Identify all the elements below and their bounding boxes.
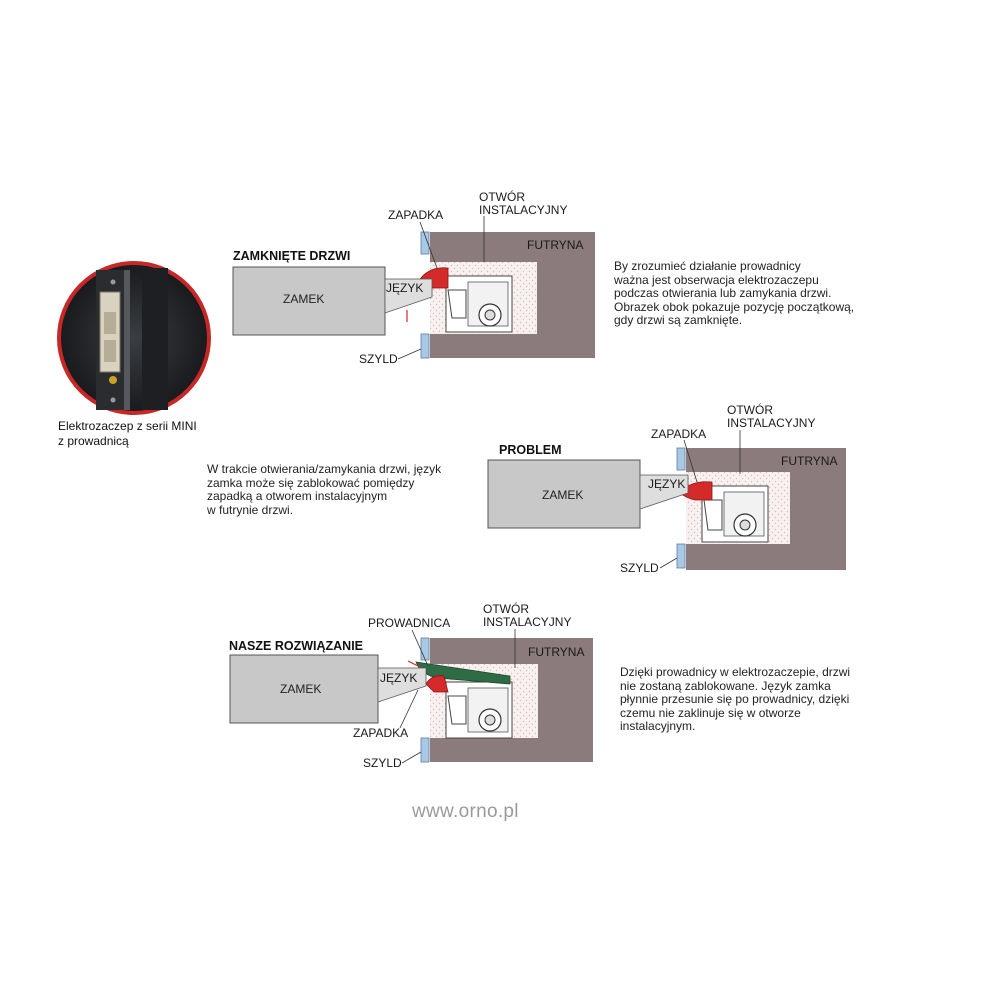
hole-label-1: OTWÓR xyxy=(727,403,773,417)
frame-label: FUTRYNA xyxy=(527,238,584,252)
strike-mechanism xyxy=(446,276,512,332)
frame-label: FUTRYNA xyxy=(528,645,585,659)
hole-label-1: OTWÓR xyxy=(479,190,525,204)
panel-title: PROBLEM xyxy=(499,443,562,457)
strike-plate-lower xyxy=(421,738,429,762)
product-photo xyxy=(59,263,209,413)
description-closed-door: By zrozumieć działanie prowadnicy ważna jest obserwacja elektrozaczepu podczas otwierania lub zamykania drzwi. Obrazek obok pokazuje pozycję początkową, gdy drzwi są zamknięte. xyxy=(614,259,855,327)
footer-url[interactable]: www.orno.pl xyxy=(412,801,519,822)
bolt-label: JĘZYK xyxy=(380,671,418,685)
panel-title: ZAMKNIĘTE DRZWI xyxy=(233,249,351,263)
panel-title: NASZE ROZWIĄZANIE xyxy=(229,639,364,653)
strike-mechanism xyxy=(446,682,512,738)
lock-label: ZAMEK xyxy=(280,682,322,696)
latch-label: ZAPADKA xyxy=(651,427,707,441)
description-solution: Dzięki prowadnicy w elektrozaczepie, drzwi nie zostaną zablokowane. Język zamka płynnie przesunie się po prowadnicy, dzięki czemu nie zaklinuje się w otworze instalacyjnym. xyxy=(620,665,851,733)
hole-label-2: INSTALACYJNY xyxy=(727,416,816,430)
description-problem: W trakcie otwierania/zamykania drzwi, język zamka może się zablokować pomiędzy zapadką a otworem instalacyjnym w futrynie drzwi. xyxy=(207,462,442,517)
plate-label: SZYLD xyxy=(359,352,398,366)
panel-closed-door xyxy=(233,189,595,366)
guide-label: PROWADNICA xyxy=(368,616,451,630)
bolt-label: JĘZYK xyxy=(648,477,686,491)
lock-label: ZAMEK xyxy=(283,292,325,306)
hole-label-2: INSTALACYJNY xyxy=(479,203,568,217)
bolt-label: JĘZYK xyxy=(386,281,424,295)
latch xyxy=(426,676,448,692)
strike-plate-lower xyxy=(421,334,429,358)
plate-label: SZYLD xyxy=(363,756,402,770)
latch-label: ZAPADKA xyxy=(353,726,409,740)
strike-plate-lower xyxy=(677,544,685,568)
hole-label-2: INSTALACYJNY xyxy=(483,615,572,629)
strike-plate xyxy=(421,638,429,660)
lock-label: ZAMEK xyxy=(542,488,584,502)
strike-plate xyxy=(677,448,685,470)
panel-problem xyxy=(488,402,846,575)
hole-label-1: OTWÓR xyxy=(483,602,529,616)
photo-caption: Elektrozaczep z serii MINI z prowadnicą xyxy=(58,419,197,448)
latch-label: ZAPADKA xyxy=(388,208,444,222)
plate-label: SZYLD xyxy=(620,561,659,575)
frame-label: FUTRYNA xyxy=(781,454,838,468)
panel-solution xyxy=(229,601,593,770)
